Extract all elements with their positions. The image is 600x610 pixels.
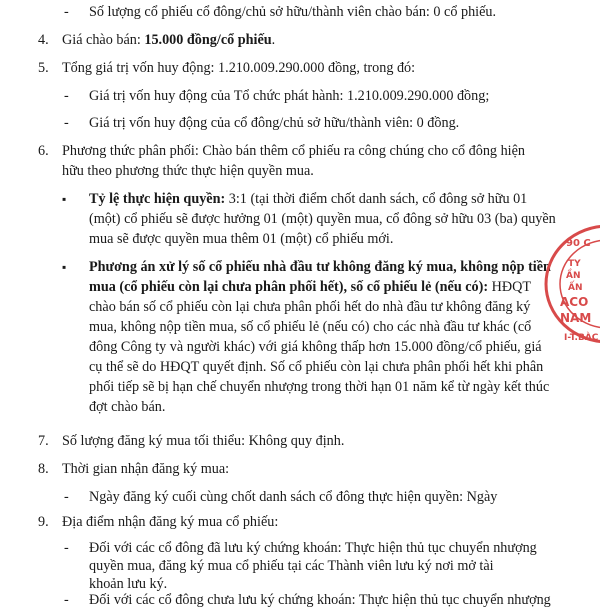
item6-bullet2-line6: cụ thể sẽ do HĐQT quyết định. Số cổ phiếu còn lại chưa phân phối hết khi phân [89, 359, 544, 375]
dash-bullet: - [64, 489, 69, 505]
item6-line1: Phương thức phân phối: Chào bán thêm cổ phiếu ra công chúng cho cổ đông hiện [62, 143, 525, 159]
stamp-text-7: I-T.BÀC [564, 333, 599, 343]
item9-sub2-line1: Đối với các cổ đông chưa lưu ký chứng khoán: Thực hiện thủ tục chuyển nhượng [89, 592, 551, 608]
item4-number: 4. [38, 32, 49, 48]
stamp-text-2: TY [568, 259, 581, 269]
item6-bullet2-line2: mua (cổ phiếu còn lại chưa phân phối hết), số cổ phiếu lẻ (nếu có): HĐQT [89, 279, 532, 295]
item5-text: Tổng giá trị vốn huy động: 1.210.009.290.000 đồng, trong đó: [62, 60, 416, 76]
dash-bullet: - [64, 88, 69, 104]
item8-number: 8. [38, 461, 49, 477]
item6-bullet1-line1: Tỷ lệ thực hiện quyền: 3:1 (tại thời điểm chốt danh sách, cổ đông sở hữu 01 [89, 191, 528, 207]
item9-sub1-line1: Đối với các cổ đông đã lưu ký chứng khoán: Thực hiện thủ tục chuyển nhượng [89, 540, 537, 556]
item6-bullet1-line3: mua sẽ được quyền mua thêm 01 (một) cổ phiếu mới. [89, 231, 394, 247]
item6-number: 6. [38, 143, 49, 159]
item6-bullet2-line1: Phương án xử lý số cổ phiếu nhà đầu tư không đăng ký mua, không nộp tiền [89, 259, 551, 275]
item6-bullet1-line2: (một) cổ phiếu sẽ được hưởng 01 (một) quyền mua, cổ đông sở hữu 03 (ba) quyền [89, 211, 556, 227]
square-bullet: ▪ [62, 192, 67, 206]
stamp-text-5: ACO [560, 295, 589, 309]
item8-sub1-line1: Ngày đăng ký cuối cùng chốt danh sách cổ đông thực hiện quyền: Ngày [89, 489, 498, 505]
item9-sub1-line3: khoản lưu ký. [89, 576, 168, 592]
item9-sub1-line2: quyền mua, đăng ký mua cổ phiếu tại các Thành viên lưu ký nơi mở tài [89, 558, 494, 574]
dash-bullet: - [64, 115, 69, 131]
item6-bullet2-line7: phối tiếp sẽ bị hạn chế chuyển nhượng trong thời hạn 01 năm kể từ ngày kết thúc [89, 379, 550, 395]
item7-number: 7. [38, 433, 49, 449]
item6-bullet2-line5: đông Công ty và người khác) với giá không thấp hơn 15.000 đồng/cổ phiếu, giá [89, 339, 542, 355]
item9-number: 9. [38, 514, 49, 530]
item9-text: Địa điểm nhận đăng ký mua cổ phiếu: [62, 514, 279, 530]
item5-number: 5. [38, 60, 49, 76]
item8-text: Thời gian nhận đăng ký mua: [62, 461, 230, 477]
item3-sub-text: Số lượng cổ phiếu cổ đông/chủ sở hữu/thành viên chào bán: 0 cổ phiếu. [89, 4, 497, 20]
item6-line2: hữu theo phương thức thực hiện quyền mua. [62, 163, 314, 179]
item5-sub1: Giá trị vốn huy động của Tổ chức phát hành: 1.210.009.290.000 đồng; [89, 88, 490, 104]
dash-bullet: - [64, 592, 69, 608]
dash-bullet: - [64, 4, 69, 20]
stamp-text-3: ẦN [566, 271, 581, 281]
square-bullet: ▪ [62, 260, 67, 274]
stamp-text-1: 90 C [566, 238, 591, 249]
item7-text: Số lượng đăng ký mua tối thiểu: Không quy định. [62, 433, 345, 449]
item4-text: Giá chào bán: 15.000 đồng/cổ phiếu. [62, 32, 276, 48]
company-stamp [538, 222, 600, 346]
item6-bullet2-line8: đợt chào bán. [89, 399, 166, 415]
item5-sub2: Giá trị vốn huy động của cổ đông/chủ sở hữu/thành viên: 0 đồng. [89, 115, 460, 131]
stamp-text-6: NAM [560, 311, 592, 325]
item6-bullet2-line4: mua, không nộp tiền mua, số cổ phiếu lẻ (nếu có) cho các nhà đầu tư khác (cổ [89, 319, 532, 335]
item6-bullet2-line3: chào bán số cổ phiếu còn lại chưa phân phối hết do nhà đầu tư không đăng ký [89, 299, 531, 315]
stamp-text-4: ẤN [568, 283, 583, 293]
offer-price: 15.000 đồng/cổ phiếu [144, 32, 272, 48]
dash-bullet: - [64, 540, 69, 556]
